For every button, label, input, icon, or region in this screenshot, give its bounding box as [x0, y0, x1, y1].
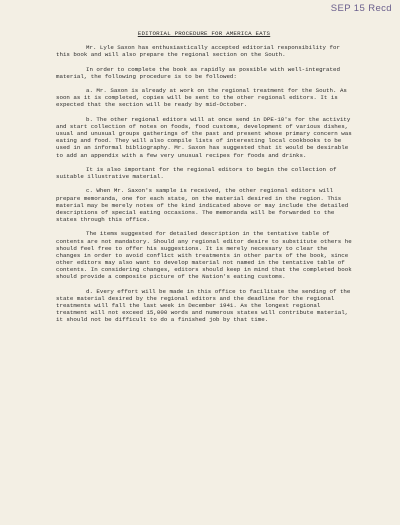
paragraph-item-d: d. Every effort will be made in this office to facilitate the sending of the state material desired by the regional editors and the deadline for the regional treatments will fall the last week in December 1941. As the longest regional treatment will not exceed 15,000 words and numerous states will contribute material, it should not be difficult to do a finished job by that time. [56, 287, 351, 324]
paragraph-procedure: In order to complete the book as rapidly as possible with well-integrated material, the following procedure is to be followed: [56, 65, 340, 80]
paragraph-item-a: a. Mr. Saxon is already at work on the regional treatment for the South. As soon as it is completed, copies will be sent to the other regional editors. It is expected that the section will be ready by mid-October. [56, 87, 347, 109]
paragraph-item-b: b. The other regional editors will at once send in DPE-10's for the activity and start collection of notes on foods, food customs, development of various dishes, usual and unusual groups gatherings of the past and present whose primary concern was eating and food. They will also compile lists of interesting local cookbooks to be used in an informal bibliography. Mr. Saxon has suggested that it would be desirable to add an appendix with a few very unusual recipes for foods and drinks. [56, 115, 352, 159]
document-title: EDITORIAL PROCEDURE FOR AMERICA EATS [137, 30, 271, 37]
paragraph-illustrations: It is also important for the regional editors to begin the collection of suitable illustrative material. [56, 165, 337, 181]
paragraph-intro: Mr. Lyle Saxon has enthusiastically accepted editorial responsibility for this book and will also prepare the regional section on the South. [56, 44, 340, 59]
paragraph-table-of-contents: The items suggested for detailed description in the tentative table of contents are not mandatory. Should any regional editor desire to substitute others he should feel free to offer his suggestions. It is merely necessary to clear the changes in order to avoid conflict with treatments in other parts of the book, since other editors may also want to develop material not named in the tentative table of contents. In considering changes, editors should keep in mind that the completed book should provide a composite picture of the Nation's eating customs. [56, 230, 352, 281]
paragraph-item-c: c. When Mr. Saxon's sample is received, the other regional editors will prepare memoranda, one for each state, on the material desired in the region. This material may be merely notes of the kind indicated above or may include the detailed descriptions of special eating occasions. The memoranda will be forwarded to the states through this office. [56, 187, 349, 224]
received-date-stamp: SEP 15 Recd [330, 3, 392, 14]
